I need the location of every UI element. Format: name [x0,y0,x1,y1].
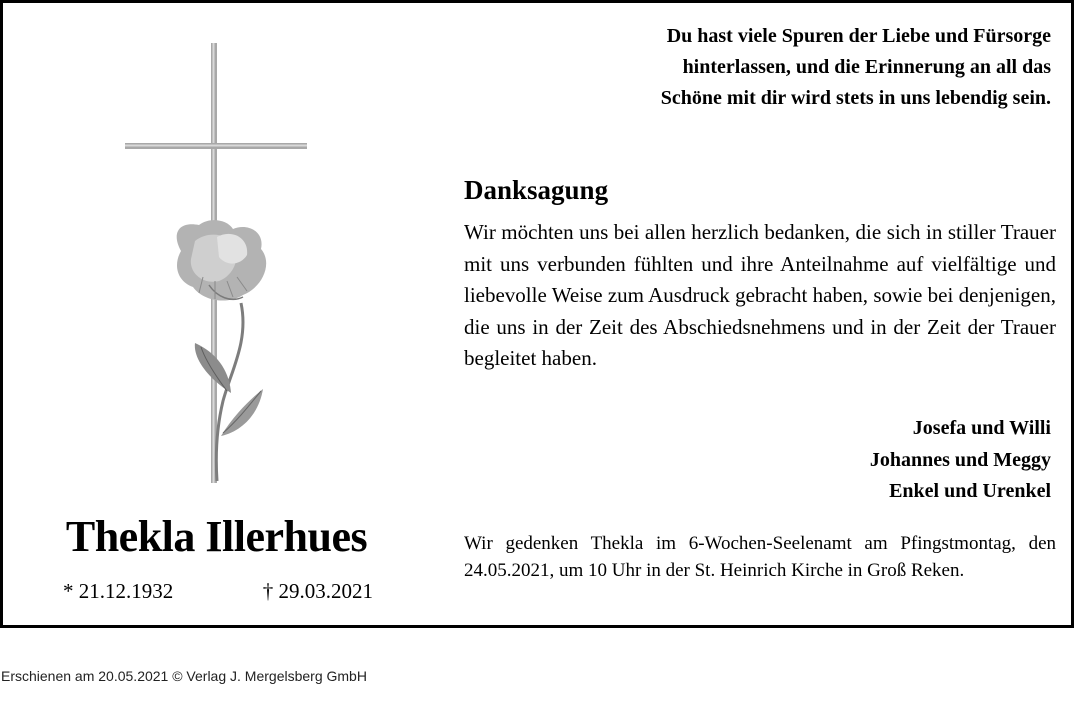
quote-line: Schöne mit dir wird stets in uns lebendig sein. [660,87,1051,109]
quote-line: hinterlassen, und die Erinnerung an all das [682,56,1051,78]
signature-line: Johannes und Meggy [869,448,1051,471]
thanks-heading: Danksagung [464,175,609,205]
quote-block [531,21,1051,114]
cross-with-flower-icon [123,41,313,491]
signature-line: Josefa und Willi [912,417,1051,439]
signature-block [870,413,1051,508]
thanks-text: Wir möchten uns bei allen herzlich bedanken, die sich in stiller Trauer mit uns verbunden fühlten und ihre Anteilnahme auf vielfältige und liebevolle Weise zum Ausdruck gebracht haben, sowie bei denjenigen, die uns in der Zeit des Abschiedsnehmens und in der Zeit der Trauer begleitet haben. [464,220,1056,370]
birth-date: * 21.12.1932 [63,579,174,603]
death-date: † 29.03.2021 [262,579,373,603]
deceased-name: Thekla Illerhues [65,512,368,561]
signature-line: Enkel und Urenkel [889,480,1051,502]
publication-footer: Erschienen am 20.05.2021 © Verlag J. Mergelsberg GmbH [1,668,367,684]
quote-line: Du hast viele Spuren der Liebe und Fürsorge [666,25,1051,47]
life-dates [63,579,373,604]
memorial-notice: Wir gedenken Thekla im 6-Wochen-Seelenamt am Pfingstmontag, den 24.05.2021, um 10 Uhr in der St. Heinrich Kirche in Groß Reken. [464,533,1056,581]
